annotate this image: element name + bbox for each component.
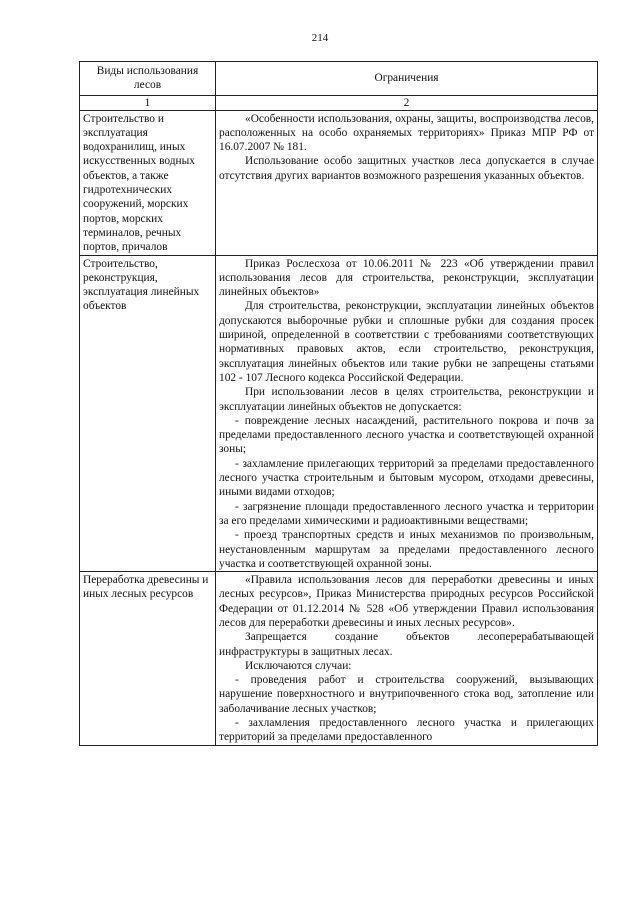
forest-use-cell: Переработка древесины и иных лесных ресурсов: [80, 572, 216, 746]
paragraph: «Особенности использования, охраны, защиты, воспроизводства лесов, расположенных на особо охраняемых территориях» Приказ МПР РФ от 16.07.2007 № 181.: [219, 112, 594, 154]
list-item: - проведения работ и строительства сооружений, вызывающих нарушение поверхностного и внутрипочвенного стока вод, затопление или заболачивание лесных участков;: [219, 674, 594, 715]
paragraph: Исключаются случаи:: [245, 659, 352, 672]
paragraph: Использование особо защитных участков леса допускается в случае отсутствия других вариантов возможного разрешения указанных объектов.: [219, 155, 594, 182]
list-item: - повреждение лесных насаждений, растительного покрова и почв за пределами предоставленного лесного участка и соответствующей охранной зоны;: [219, 414, 594, 456]
paragraph: «Правила использования лесов для переработки древесины и иных лесных ресурсов», Приказ Министерства природных ресурсов Российской Федерации от 01.12.2014 № 528 «Об утверждении Правил использования лесов для переработки древесины и иных лесных ресурсов».: [219, 574, 594, 629]
column-numbers-row: [80, 95, 598, 110]
column-number-1: 1: [80, 95, 216, 110]
list-item: - захламление прилегающих территорий за пределами предоставленного лесного участка строительным и бытовым мусором, отходами древесины, иными видами отходов;: [219, 457, 594, 499]
table-row: [80, 572, 598, 746]
forest-use-cell: Строительство и эксплуатация водохранилищ, иных искусственных водных объектов, а также гидротехнических сооружений, морских портов, морских терминалов, речных портов, причалов: [80, 110, 216, 255]
restrictions-cell: [216, 572, 598, 746]
column-header-restrictions: Ограничения: [216, 62, 598, 96]
column-number-2: 2: [216, 95, 598, 110]
list-item: - проезд транспортных средств и иных механизмов по произвольным, неустановленным маршрутам за пределами предоставленного лесного участка и соответствующей охранной зоны.: [219, 529, 594, 570]
paragraph: Запрещается создание объектов лесоперерабатывающей инфраструктуры в защитных лесах.: [219, 631, 594, 658]
paragraph: Для строительства, реконструкции, эксплуатации линейных объектов допускаются выборочные рубки и сплошные рубки для создания просек шириной, определенной в соответствии с требованиями соответствующих нормативных правовых актов, если строительство, реконструкция, эксплуатация линейных объектов или такие рубки не запрещены статьями 102 - 107 Лесного кодекса Российской Федерации.: [219, 300, 594, 384]
restrictions-table: [79, 61, 598, 746]
paragraph: При использовании лесов в целях строительства, реконструкции и эксплуатации линейных объектов не допускается:: [219, 386, 594, 413]
restrictions-cell: [216, 110, 598, 255]
table-header-row: [80, 62, 598, 96]
page-number: 214: [311, 32, 329, 44]
paragraph: Приказ Рослесхоза от 10.06.2011 № 223 «Об утверждении правил использования лесов для строительства, реконструкции, эксплуатации линейных объектов»: [219, 257, 594, 299]
table-row: [80, 255, 598, 572]
list-item: - загрязнение площади предоставленного лесного участка и территории за его пределами химическими и радиоактивными веществами;: [219, 500, 594, 527]
column-header-forest-use: Виды использования лесов: [80, 62, 216, 96]
table-row: [80, 110, 598, 255]
restrictions-cell: [216, 255, 598, 572]
forest-use-cell: Строительство, реконструкция, эксплуатация линейных объектов: [80, 255, 216, 572]
list-item: - захламления предоставленного лесного участка и прилегающих территорий за пределами предоставленного: [219, 717, 594, 744]
